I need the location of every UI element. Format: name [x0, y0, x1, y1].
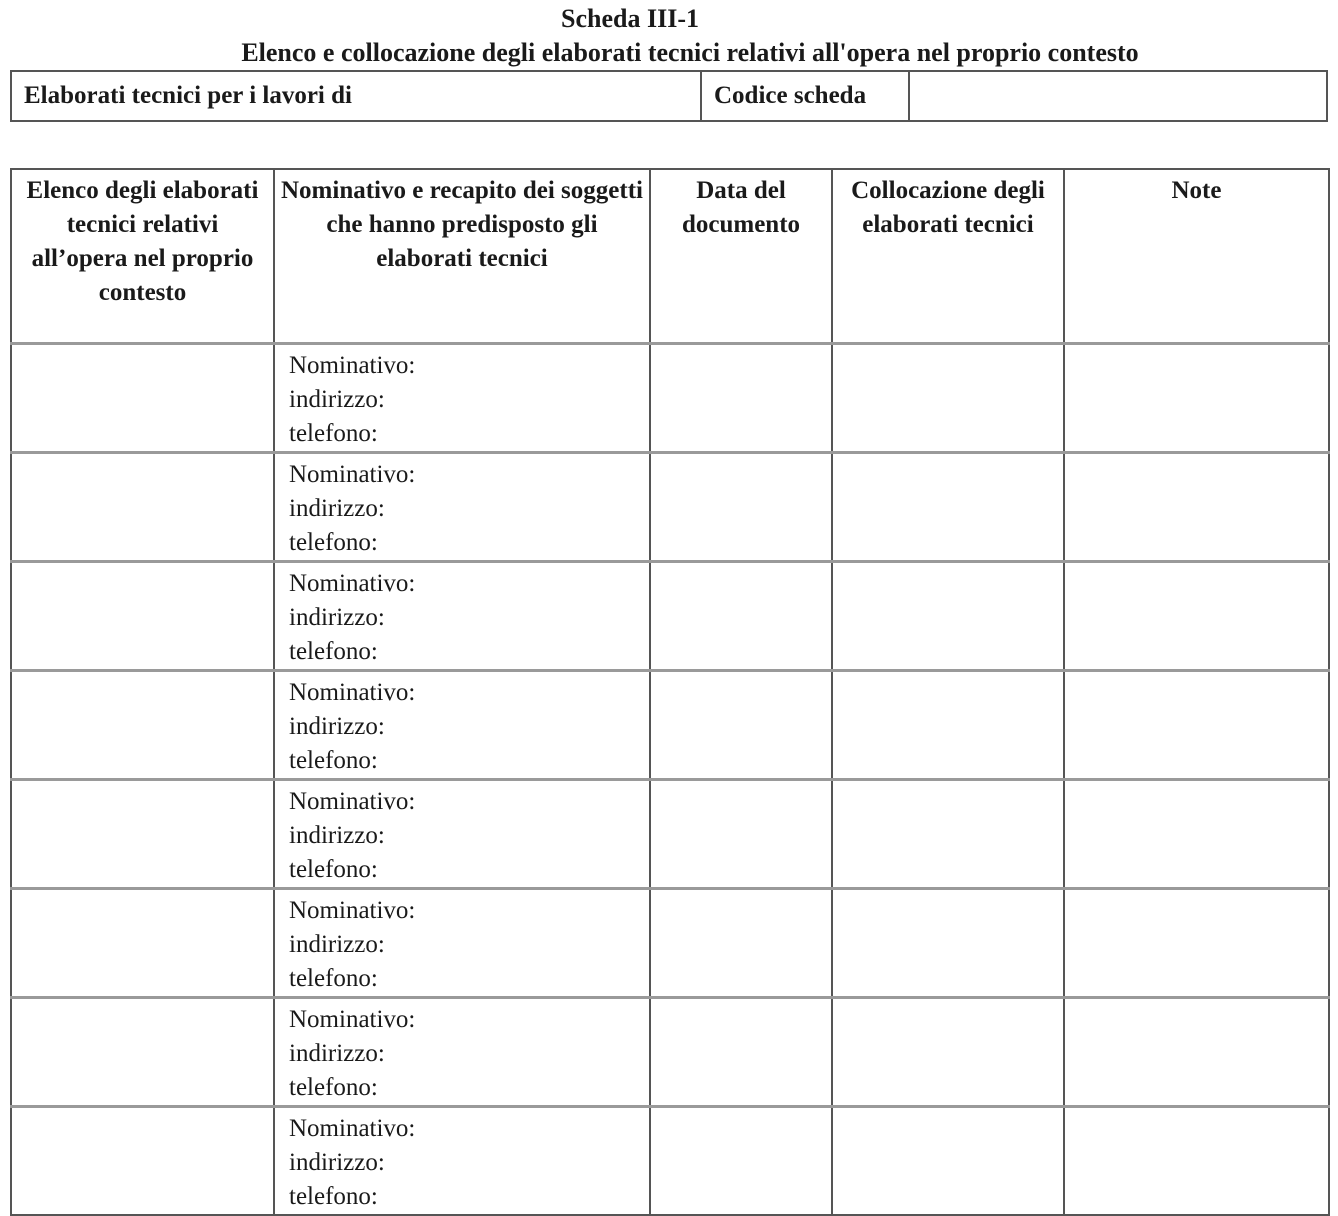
telefono-label: telefono: [289, 1183, 378, 1210]
indirizzo-label: indirizzo: [289, 386, 385, 413]
elaborato-cell[interactable] [11, 998, 274, 1107]
note-cell[interactable] [1064, 671, 1329, 780]
contact-block [275, 999, 649, 1105]
contact-cell[interactable] [274, 562, 650, 671]
data-cell[interactable] [650, 344, 832, 453]
works-label: Elaborati tecnici per i lavori di [11, 71, 701, 121]
nominativo-label: Nominativo: [289, 461, 416, 488]
table-header-row [11, 169, 1329, 344]
table-row [11, 453, 1329, 562]
elaborato-cell[interactable] [11, 1107, 274, 1216]
elaborati-table [10, 168, 1330, 1216]
collocazione-cell[interactable] [832, 889, 1064, 998]
table-row [11, 780, 1329, 889]
table-row [11, 1107, 1329, 1216]
note-cell[interactable] [1064, 453, 1329, 562]
note-cell[interactable] [1064, 1107, 1329, 1216]
nominativo-label: Nominativo: [289, 570, 416, 597]
nominativo-label: Nominativo: [289, 1115, 416, 1142]
table-row [11, 671, 1329, 780]
contact-cell[interactable] [274, 671, 650, 780]
note-cell[interactable] [1064, 344, 1329, 453]
nominativo-label: Nominativo: [289, 788, 416, 815]
column-header-note: Note [1064, 169, 1329, 344]
contact-block [275, 781, 649, 887]
elaborato-cell[interactable] [11, 671, 274, 780]
nominativo-label: Nominativo: [289, 352, 416, 379]
indirizzo-label: indirizzo: [289, 1149, 385, 1176]
contact-cell[interactable] [274, 1107, 650, 1216]
contact-block [275, 672, 649, 778]
contact-cell[interactable] [274, 889, 650, 998]
contact-block [275, 563, 649, 669]
telefono-label: telefono: [289, 638, 378, 665]
data-cell[interactable] [650, 453, 832, 562]
elaborato-cell[interactable] [11, 780, 274, 889]
note-cell[interactable] [1064, 998, 1329, 1107]
contact-cell[interactable] [274, 344, 650, 453]
collocazione-cell[interactable] [832, 998, 1064, 1107]
document-subtitle: Elenco e collocazione degli elaborati tecnici relativi all'opera nel proprio contesto [241, 38, 1139, 67]
nominativo-label: Nominativo: [289, 897, 416, 924]
data-cell[interactable] [650, 562, 832, 671]
table-row [11, 889, 1329, 998]
data-cell[interactable] [650, 998, 832, 1107]
column-header-collocazione: Collocazione degli elaborati tecnici [832, 169, 1064, 344]
code-label: Codice scheda [701, 71, 909, 121]
data-cell[interactable] [650, 1107, 832, 1216]
table-row [11, 562, 1329, 671]
header-table [10, 70, 1328, 122]
nominativo-label: Nominativo: [289, 679, 416, 706]
table-row [11, 998, 1329, 1107]
data-cell[interactable] [650, 671, 832, 780]
elaborato-cell[interactable] [11, 453, 274, 562]
column-header-elenco: Elenco degli elaborati tecnici relativi all’opera nel proprio contesto [11, 169, 274, 344]
note-cell[interactable] [1064, 889, 1329, 998]
column-header-nominativo: Nominativo e recapito dei soggetti che hanno predisposto gli elaborati tecnici [274, 169, 650, 344]
collocazione-cell[interactable] [832, 671, 1064, 780]
indirizzo-label: indirizzo: [289, 931, 385, 958]
collocazione-cell[interactable] [832, 344, 1064, 453]
contact-cell[interactable] [274, 780, 650, 889]
indirizzo-label: indirizzo: [289, 1040, 385, 1067]
contact-block [275, 454, 649, 560]
table-row [11, 344, 1329, 453]
telefono-label: telefono: [289, 529, 378, 556]
collocazione-cell[interactable] [832, 1107, 1064, 1216]
telefono-label: telefono: [289, 1074, 378, 1101]
data-cell[interactable] [650, 889, 832, 998]
indirizzo-label: indirizzo: [289, 822, 385, 849]
elaborato-cell[interactable] [11, 889, 274, 998]
collocazione-cell[interactable] [832, 562, 1064, 671]
telefono-label: telefono: [289, 856, 378, 883]
contact-block [275, 890, 649, 996]
contact-block [275, 1108, 649, 1214]
elaborato-cell[interactable] [11, 344, 274, 453]
indirizzo-label: indirizzo: [289, 495, 385, 522]
elaborato-cell[interactable] [11, 562, 274, 671]
collocazione-cell[interactable] [832, 780, 1064, 889]
contact-block [275, 345, 649, 451]
collocazione-cell[interactable] [832, 453, 1064, 562]
document-title: Scheda III-1 [561, 4, 699, 33]
column-header-data: Data del documento [650, 169, 832, 344]
code-value-field[interactable] [909, 71, 1327, 121]
telefono-label: telefono: [289, 747, 378, 774]
contact-cell[interactable] [274, 998, 650, 1107]
indirizzo-label: indirizzo: [289, 604, 385, 631]
contact-cell[interactable] [274, 453, 650, 562]
note-cell[interactable] [1064, 562, 1329, 671]
telefono-label: telefono: [289, 420, 378, 447]
telefono-label: telefono: [289, 965, 378, 992]
nominativo-label: Nominativo: [289, 1006, 416, 1033]
data-cell[interactable] [650, 780, 832, 889]
indirizzo-label: indirizzo: [289, 713, 385, 740]
note-cell[interactable] [1064, 780, 1329, 889]
